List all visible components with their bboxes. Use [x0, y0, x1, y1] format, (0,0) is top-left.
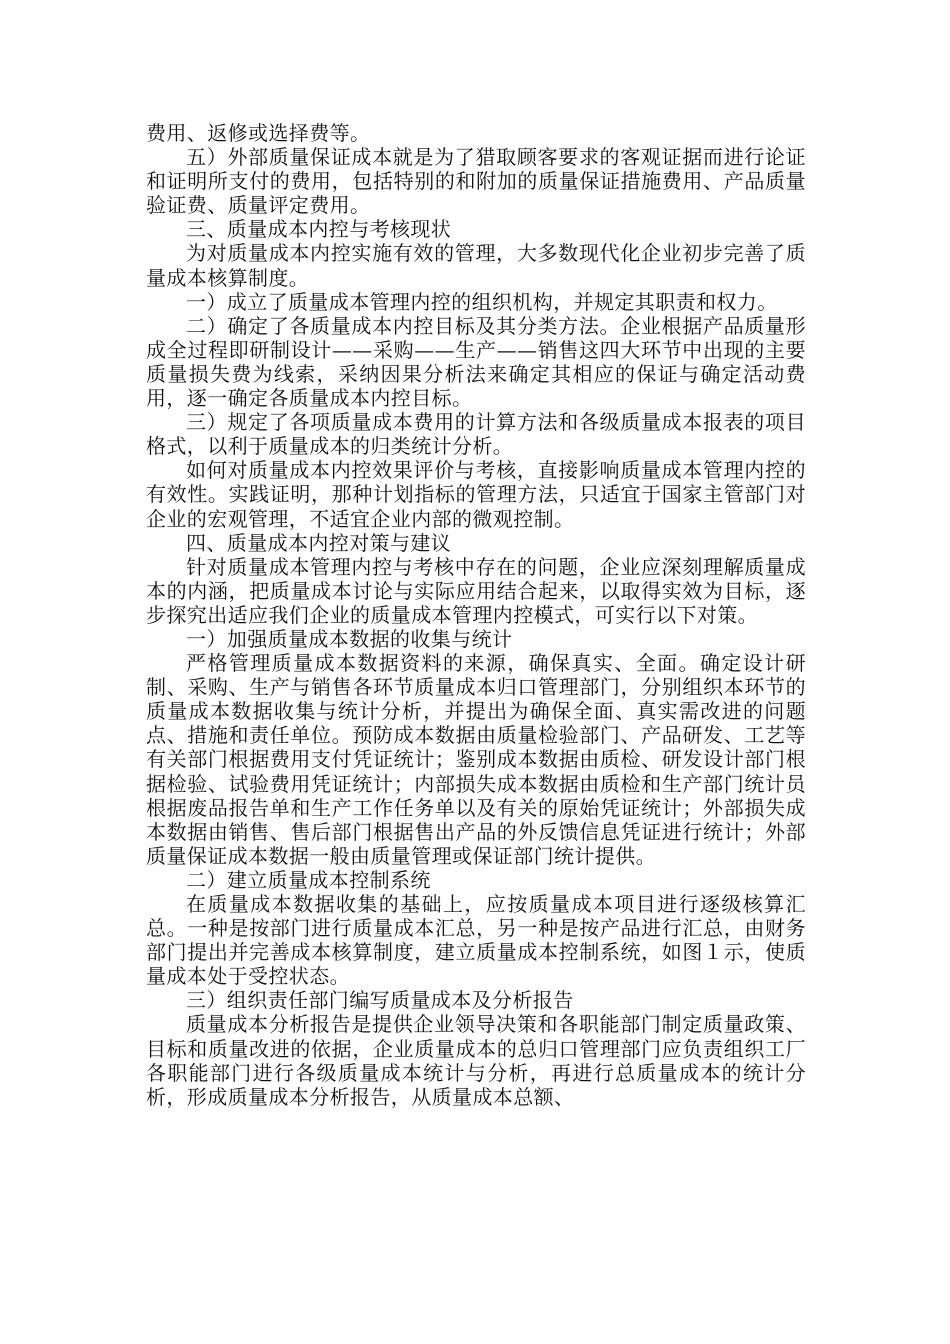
subsection-heading: 二）建立质量成本控制系统 — [186, 867, 431, 892]
subsection-heading: 三）组织责任部门编写质量成本及分析报告 — [186, 988, 574, 1013]
paragraph: 三）规定了各项质量成本费用的计算方法和各级质量成本报表的项目格式，以利于质量成本的归类统计分析。 — [146, 410, 806, 459]
section-heading: 三、质量成本内控与考核现状 — [186, 217, 452, 242]
paragraph: 质量成本分析报告是提供企业领导决策和各职能部门制定质量政策、目标和质量改进的依据，企业质量成本的总归口管理部门应负责组织工厂各职能部门进行各级质量成本统计与分析，再进行总质量成本的统计分析，形成质量成本分析报告，从质量成本总额、 — [146, 1012, 806, 1109]
subsection-heading: 一）加强质量成本数据的收集与统计 — [186, 626, 513, 651]
paragraph: 一）成立了质量成本管理内控的组织机构，并规定其职责和权力。 — [186, 289, 778, 314]
paragraph: 严格管理质量成本数据资料的来源，确保真实、全面。确定设计研制、采购、生产与销售各环节质量成本归口管理部门，分别组织本环节的质量成本数据收集与统计分析，并提出为确保全面、真实需改进的问题点、措施和责任单位。预防成本数据由质量检验部门、产品研发、工艺等有关部门根据费用支付凭证统计；鉴别成本数据由质检、研发设计部门根据检验、试验费用凭证统计；内部损失成本数据由质检和生产部门统计员根据废品报告单和生产工作任务单以及有关的原始凭证统计；外部损失成本数据由销售、售后部门根据售出产品的外反馈信息凭证进行统计；外部质量保证成本数据一般由质量管理或保证部门统计提供。 — [146, 651, 806, 868]
paragraph: 五）外部质量保证成本就是为了猎取顾客要求的客观证据而进行论证和证明所支付的费用，包括特别的和附加的质量保证措施费用、产品质量验证费、质量评定费用。 — [146, 145, 806, 218]
paragraph: 二）确定了各质量成本内控目标及其分类方法。企业根据产品质量形成全过程即研制设计——采购——生产——销售这四大环节中出现的主要质量损失费为线索，采纳因果分析法来确定其相应的保证与确定活动费用，逐一确定各质量成本内控目标。 — [146, 313, 806, 411]
paragraph: 在质量成本数据收集的基础上，应按质量成本项目进行逐级核算汇总。一种是按部门进行质量成本汇总，另一种是按产品进行汇总，由财务部门提出并完善成本核算制度，建立质量成本控制系统，如图１示，使质量成本处于受控状态。 — [146, 892, 806, 989]
paragraph: 如何对质量成本内控效果评价与考核，直接影响质量成本管理内控的有效性。实践证明，那种计划指标的管理方法，只适宜于国家主管部门对企业的宏观管理，不适宜企业内部的微观控制。 — [146, 458, 806, 531]
paragraph: 针对质量成本管理内控与考核中存在的问题，企业应深刻理解质量成本的内涵，把质量成本讨论与实际应用结合起来，以取得实效为目标，逐步探究出适应我们企业的质量成本管理内控模式，可实行以下对策。 — [146, 554, 806, 627]
paragraph: 费用、返修或选择费等。 — [146, 121, 371, 145]
paragraph: 为对质量成本内控实施有效的管理，大多数现代化企业初步完善了质量成本核算制度。 — [146, 241, 806, 290]
section-heading: 四、质量成本内控对策与建议 — [186, 530, 452, 555]
document-body — [146, 121, 806, 1109]
